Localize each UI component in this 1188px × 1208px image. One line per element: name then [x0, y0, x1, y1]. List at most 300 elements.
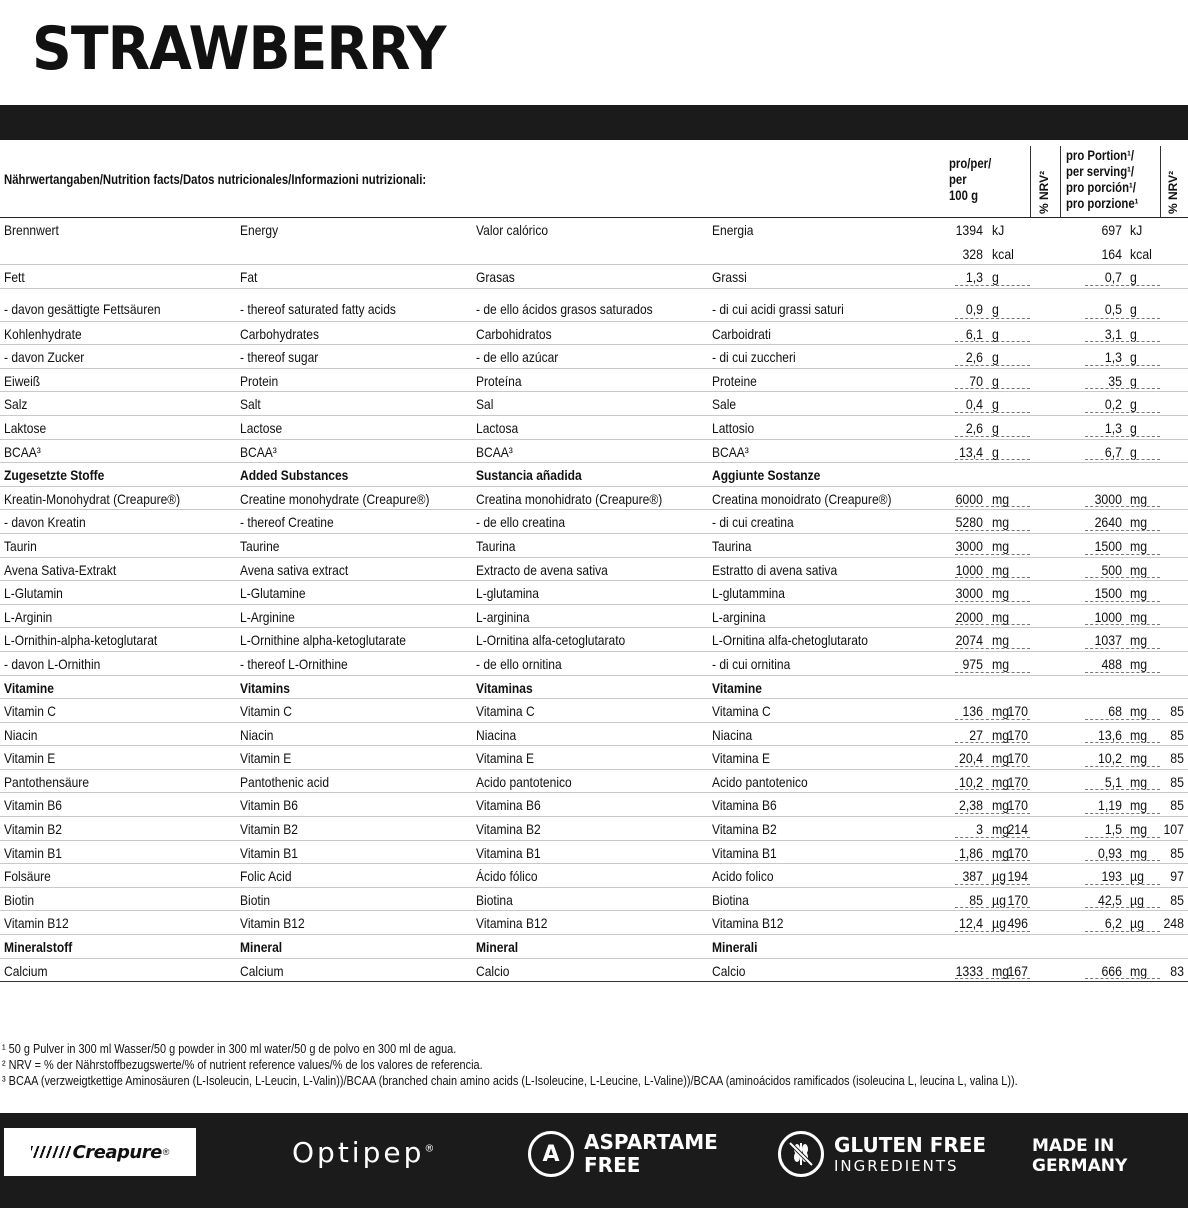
row-label: - thereof saturated fatty acids — [240, 300, 396, 317]
value-underline — [1085, 388, 1160, 389]
wheat-crossed-icon — [778, 1131, 824, 1177]
unit-per-100g: g — [992, 396, 999, 413]
row-label: - davon gesättigte Fettsäuren — [4, 300, 161, 317]
value-underline — [955, 436, 1030, 437]
aspartame-line-1: ASPARTAME — [584, 1130, 718, 1154]
table-row — [0, 628, 1188, 652]
unit-per-serving: mg — [1130, 726, 1148, 743]
row-label: Carbohidratos — [476, 325, 552, 342]
row-label: Sale — [712, 396, 737, 413]
per-100g-line-2: per — [949, 172, 967, 187]
row-label: Vitamina B1 — [712, 844, 777, 861]
value-underline — [1085, 978, 1160, 979]
row-label: L-Glutamin — [4, 585, 63, 602]
value-underline — [955, 931, 1030, 932]
value-underline — [955, 624, 1030, 625]
row-label: Vitamine — [4, 679, 54, 696]
footnote-2: ² NRV = % der Nährstoffbezugswerte/% of nutrient reference values/% de los valores de referencia. — [2, 1057, 483, 1072]
row-label: Biotina — [712, 891, 749, 908]
table-row — [0, 746, 1188, 770]
row-label: Biotin — [4, 891, 35, 908]
made-in-germany-label — [1032, 1136, 1127, 1176]
row-label: Vitamins — [240, 679, 290, 696]
row-label: BCAA³ — [476, 443, 513, 460]
row-label: Aggiunte Sostanze — [712, 467, 821, 484]
row-label: Vitamin B1 — [240, 844, 299, 861]
value-underline — [955, 742, 1030, 743]
unit-per-100g: mg — [992, 561, 1010, 578]
value-per-serving: 1,5 — [1104, 821, 1122, 838]
row-label: Creatina monoidrato (Creapure®) — [712, 490, 892, 507]
unit-per-100g: mg — [992, 655, 1010, 672]
row-label: Taurine — [240, 537, 280, 554]
value-per-100g: 85 — [969, 891, 983, 908]
value-underline — [1085, 412, 1160, 413]
unit-per-serving: mg — [1130, 703, 1148, 720]
row-label: Vitamina B6 — [476, 797, 541, 814]
value-per-100g: 1000 — [955, 561, 983, 578]
unit-per-serving: g — [1130, 325, 1137, 342]
unit-per-serving: mg — [1130, 750, 1148, 767]
value-underline — [955, 341, 1030, 342]
row-label: Acido folico — [712, 868, 774, 885]
unit-per-100g: mg — [992, 490, 1010, 507]
value-underline — [955, 530, 1030, 531]
table-row — [0, 218, 1188, 265]
row-label: Creatina monohidrato (Creapure®) — [476, 490, 663, 507]
row-label: L-Ornitina alfa-chetoglutarato — [712, 632, 868, 649]
unit-per-100g: g — [992, 325, 999, 342]
value-underline — [955, 907, 1030, 908]
value-underline — [1085, 285, 1160, 286]
value-underline — [955, 601, 1030, 602]
value-per-serving: 3,1 — [1104, 325, 1122, 342]
table-row — [0, 581, 1188, 605]
row-label: L-Arginine — [240, 608, 295, 625]
nrv-per-100g: 170 — [1007, 844, 1028, 861]
row-label: Taurin — [4, 537, 37, 554]
unit-per-100g: µg — [992, 891, 1006, 908]
row-label: Vitamina E — [712, 750, 771, 767]
unit-per-100g: mg — [992, 537, 1010, 554]
nrv-per-100g: 170 — [1007, 891, 1028, 908]
row-label: Estratto di avena sativa — [712, 561, 838, 578]
value-per-100g: 136 — [962, 703, 983, 720]
header-divider — [1060, 146, 1061, 218]
row-label: Taurina — [476, 537, 516, 554]
nrv-per-100g: 167 — [1007, 962, 1028, 979]
unit-per-serving: µg — [1130, 868, 1144, 885]
row-label: Salz — [4, 396, 28, 413]
unit-per-100g: g — [992, 269, 999, 285]
value-per-100g: 1394 — [955, 222, 983, 238]
per-100g-header — [949, 156, 991, 204]
nrv-per-serving: 85 — [1170, 797, 1184, 814]
unit-per-serving: mg — [1130, 608, 1148, 625]
unit-per-serving: kJ — [1130, 222, 1143, 238]
unit-per-serving: mg — [1130, 655, 1148, 672]
table-row — [0, 534, 1188, 558]
row-label: Ácido fólico — [476, 868, 538, 885]
unit-per-100g: µg — [992, 868, 1006, 885]
row-label: Eiweiß — [4, 372, 41, 389]
value-underline — [1085, 931, 1160, 932]
value-per-serving: 488 — [1101, 655, 1122, 672]
value-per-100g: 3000 — [955, 537, 983, 554]
nrv-per-100g: 214 — [1007, 821, 1028, 838]
value-per-serving: 666 — [1101, 962, 1122, 979]
row-label: Energia — [712, 222, 754, 238]
header-divider — [1160, 146, 1161, 218]
row-label: Vitamina B12 — [712, 915, 784, 932]
value-per-100g: 6,1 — [965, 325, 983, 342]
value-per-serving: 13,6 — [1098, 726, 1122, 743]
nrv-per-100g: 170 — [1007, 726, 1028, 743]
table-row — [0, 322, 1188, 346]
unit-per-100g: g — [992, 349, 999, 366]
unit-per-serving: mg — [1130, 797, 1148, 814]
row-label: Minerali — [712, 939, 758, 956]
row-label: L-glutamina — [476, 585, 539, 602]
row-label: L-Ornithine alpha-ketoglutarate — [240, 632, 406, 649]
row-label: Calcium — [4, 962, 48, 979]
aspartame-free-label — [584, 1131, 718, 1177]
value-per-serving: 500 — [1101, 561, 1122, 578]
table-row — [0, 723, 1188, 747]
table-row — [0, 864, 1188, 888]
nrv-per-serving: 85 — [1170, 891, 1184, 908]
value-per-100g: 1333 — [955, 962, 983, 979]
row-label: Pantothenic acid — [240, 773, 330, 790]
table-row — [0, 392, 1188, 416]
row-label: - de ello ornitina — [476, 655, 562, 672]
unit-per-serving: mg — [1130, 773, 1148, 790]
value-underline — [1085, 789, 1160, 790]
unit-per-100g: mg — [992, 585, 1010, 602]
unit-per-serving: g — [1130, 269, 1137, 285]
row-label: Proteine — [712, 372, 757, 389]
value-per-100g: 2,38 — [959, 797, 983, 814]
value-per-serving: 0,93 — [1098, 844, 1122, 861]
row-label: Mineral — [476, 939, 519, 956]
table-header-title: Nährwertangaben/Nutrition facts/Datos nutricionales/Informazioni nutrizionali: — [4, 172, 427, 187]
nrv-per-serving: 85 — [1170, 703, 1184, 720]
row-label: Vitamina B1 — [476, 844, 541, 861]
value-per-100g: 3000 — [955, 585, 983, 602]
unit-per-serving: kcal — [1130, 246, 1152, 262]
section-header-row — [0, 676, 1188, 700]
value-per-100g: 0,4 — [965, 396, 983, 413]
row-label: BCAA³ — [712, 443, 749, 460]
row-label: Fat — [240, 269, 258, 285]
value-underline — [1085, 813, 1160, 814]
row-label: Brennwert — [4, 222, 59, 238]
table-header — [0, 140, 1188, 218]
value-per-serving: 3000 — [1094, 490, 1122, 507]
row-label: - di cui creatina — [712, 514, 794, 531]
row-label: L-Ornithin-alpha-ketoglutarat — [4, 632, 158, 649]
unit-per-serving: mg — [1130, 844, 1148, 861]
section-header-row — [0, 935, 1188, 959]
creapure-stripes-icon — [31, 1146, 71, 1158]
unit-per-serving: mg — [1130, 561, 1148, 578]
nrv-per-100g: 496 — [1007, 915, 1028, 932]
unit-per-serving: g — [1130, 349, 1137, 366]
row-label: Vitamin B2 — [4, 821, 63, 838]
value-per-100g: 2,6 — [965, 349, 983, 366]
row-label: L-glutammina — [712, 585, 785, 602]
row-label: - davon Zucker — [4, 349, 85, 366]
value-underline — [955, 554, 1030, 555]
row-label: Valor calórico — [476, 222, 549, 238]
aspartame-free-icon — [528, 1131, 574, 1177]
aspartame-icon-letter: A — [542, 1141, 560, 1167]
row-label: Folic Acid — [240, 868, 292, 885]
row-label: Proteína — [476, 372, 522, 389]
per-serving-line-3: pro porción¹/ — [1066, 180, 1136, 195]
value-per-100g: 3 — [976, 821, 983, 838]
value-per-serving: 0,5 — [1104, 300, 1122, 317]
row-label: - di cui ornitina — [712, 655, 791, 672]
value-underline — [955, 285, 1030, 286]
row-label: Lattosio — [712, 419, 755, 436]
value-underline — [1085, 837, 1160, 838]
row-label: Carboidrati — [712, 325, 771, 342]
row-label: Kreatin-Monohydrat (Creapure®) — [4, 490, 181, 507]
table-row — [0, 416, 1188, 440]
value-underline — [955, 388, 1030, 389]
unit-per-serving: mg — [1130, 821, 1148, 838]
value-underline — [955, 506, 1030, 507]
value-underline — [955, 860, 1030, 861]
value-underline — [955, 766, 1030, 767]
row-label: Sal — [476, 396, 494, 413]
row-label: Grassi — [712, 269, 747, 285]
value-underline — [1085, 884, 1160, 885]
row-label: Vitamin B12 — [240, 915, 305, 932]
row-label: L-arginina — [712, 608, 766, 625]
value-underline — [1085, 577, 1160, 578]
row-label: L-Arginin — [4, 608, 53, 625]
value-per-serving: 1000 — [1094, 608, 1122, 625]
value-per-100g: 1,3 — [965, 269, 983, 285]
table-row — [0, 369, 1188, 393]
unit-per-100g: kJ — [992, 222, 1005, 238]
top-band — [0, 105, 1188, 140]
value-underline — [955, 648, 1030, 649]
value-per-serving: 1,3 — [1104, 419, 1122, 436]
table-row — [0, 440, 1188, 464]
row-label: Vitamina B12 — [476, 915, 548, 932]
unit-per-100g: mg — [992, 773, 1010, 790]
table-row — [0, 605, 1188, 629]
value-per-serving: 1037 — [1094, 632, 1122, 649]
row-label: Vitamina C — [712, 703, 771, 720]
unit-per-serving: mg — [1130, 632, 1148, 649]
nrv-per-100g: 194 — [1007, 868, 1028, 885]
value-underline — [955, 672, 1030, 673]
table-row — [0, 289, 1188, 322]
value-underline — [1085, 459, 1160, 460]
per-serving-header — [1066, 148, 1138, 212]
value-per-serving: 0,7 — [1104, 269, 1122, 285]
value-per-100g: 27 — [969, 726, 983, 743]
per-100g-line-1: pro/per/ — [949, 156, 992, 171]
value-underline — [955, 318, 1030, 319]
row-label: Laktose — [4, 419, 47, 436]
value-underline — [955, 789, 1030, 790]
value-per-100g: 13,4 — [959, 443, 983, 460]
value-per-100g: 70 — [969, 372, 983, 389]
row-label: Mineral — [240, 939, 283, 956]
row-label: - thereof L-Ornithine — [240, 655, 348, 672]
row-label: Avena sativa extract — [240, 561, 349, 578]
header-divider — [1030, 146, 1031, 218]
value-per-100g: 0,9 — [965, 300, 983, 317]
row-label: Grasas — [476, 269, 515, 285]
row-label: Vitamina B6 — [712, 797, 777, 814]
table-row — [0, 558, 1188, 582]
value-underline — [1085, 742, 1160, 743]
value-per-100g: 2000 — [955, 608, 983, 625]
value-underline — [1085, 341, 1160, 342]
value-underline — [1085, 624, 1160, 625]
made-in-line-1: MADE IN — [1032, 1136, 1115, 1156]
value-underline — [1085, 436, 1160, 437]
optipep-registered-mark: ® — [424, 1143, 438, 1155]
row-label: Extracto de avena sativa — [476, 561, 608, 578]
row-label: Salt — [240, 396, 261, 413]
gluten-line-1: GLUTEN FREE — [834, 1133, 987, 1157]
unit-per-serving: µg — [1130, 891, 1144, 908]
nrv-per-100g: 170 — [1007, 797, 1028, 814]
row-label: - davon Kreatin — [4, 514, 86, 531]
product-title: STRAWBERRY — [32, 14, 446, 84]
value-per-serving: 42,5 — [1098, 891, 1122, 908]
value-underline — [1085, 530, 1160, 531]
row-label: Pantothensäure — [4, 773, 90, 790]
value-underline — [1085, 766, 1160, 767]
value-underline — [1085, 907, 1160, 908]
value-per-100g: 328 — [962, 246, 983, 262]
table-row — [0, 652, 1188, 676]
value-per-100g: 10,2 — [959, 773, 983, 790]
nrv-per-serving: 85 — [1170, 844, 1184, 861]
table-row — [0, 345, 1188, 369]
nrv-per-100g: 170 — [1007, 750, 1028, 767]
value-per-100g: 5280 — [955, 514, 983, 531]
value-underline — [955, 412, 1030, 413]
nrv-per-100g: 170 — [1007, 703, 1028, 720]
value-per-serving: 1500 — [1094, 537, 1122, 554]
row-label: Vitamina B2 — [476, 821, 541, 838]
row-label: Vitamin C — [4, 703, 56, 720]
table-row — [0, 911, 1188, 935]
nrv-per-serving: 85 — [1170, 726, 1184, 743]
value-underline — [1085, 601, 1160, 602]
nrv-header-serving: % NRV² — [1166, 170, 1180, 214]
value-per-serving: 1500 — [1094, 585, 1122, 602]
row-label: - thereof sugar — [240, 349, 319, 366]
row-label: Zugesetzte Stoffe — [4, 467, 105, 484]
row-label: - de ello ácidos grasos saturados — [476, 300, 653, 317]
creapure-registered-mark: ® — [162, 1147, 170, 1157]
value-per-serving: 10,2 — [1098, 750, 1122, 767]
value-per-100g: 20,4 — [959, 750, 983, 767]
row-label: Vitamin C — [240, 703, 292, 720]
section-header-row — [0, 463, 1188, 487]
row-label: Niacina — [476, 726, 517, 743]
row-label: Creatine monohydrate (Creapure®) — [240, 490, 430, 507]
row-label: Carbohydrates — [240, 325, 319, 342]
creapure-logo-text: Creapure — [72, 1141, 162, 1163]
nrv-per-serving: 107 — [1163, 821, 1184, 838]
unit-per-serving: µg — [1130, 915, 1144, 932]
value-underline — [1085, 648, 1160, 649]
nrv-per-100g: 170 — [1007, 773, 1028, 790]
row-label: Vitamina B2 — [712, 821, 777, 838]
row-label: Added Substances — [240, 467, 349, 484]
value-per-serving: 2640 — [1094, 514, 1122, 531]
row-label: L-arginina — [476, 608, 530, 625]
unit-per-serving: g — [1130, 372, 1137, 389]
value-per-serving: 6,2 — [1104, 915, 1122, 932]
row-label: Calcium — [240, 962, 284, 979]
table-row — [0, 817, 1188, 841]
row-label: Lactose — [240, 419, 283, 436]
row-label: Energy — [240, 222, 279, 238]
unit-per-100g: g — [992, 443, 999, 460]
unit-per-serving: g — [1130, 443, 1137, 460]
unit-per-serving: g — [1130, 419, 1137, 436]
row-label: Biotin — [240, 891, 271, 908]
row-label: Folsäure — [4, 868, 51, 885]
row-label: Taurina — [712, 537, 752, 554]
unit-per-serving: g — [1130, 300, 1137, 317]
unit-per-100g: mg — [992, 750, 1010, 767]
row-label: BCAA³ — [240, 443, 277, 460]
row-label: Vitamin B6 — [4, 797, 63, 814]
row-label: Fett — [4, 269, 25, 285]
unit-per-100g: mg — [992, 608, 1010, 625]
value-per-100g: 12,4 — [959, 915, 983, 932]
row-label: - de ello azúcar — [476, 349, 559, 366]
table-row — [0, 841, 1188, 865]
table-row — [0, 699, 1188, 723]
row-label: Niacin — [240, 726, 274, 743]
value-underline — [1085, 672, 1160, 673]
nrv-per-serving: 97 — [1170, 868, 1184, 885]
row-label: Kohlenhydrate — [4, 325, 82, 342]
row-label: - di cui zuccheri — [712, 349, 796, 366]
value-underline — [955, 884, 1030, 885]
value-underline — [1085, 318, 1160, 319]
optipep-logo — [292, 1136, 437, 1169]
table-row — [0, 770, 1188, 794]
nrv-per-serving: 85 — [1170, 773, 1184, 790]
row-label: Vitaminas — [476, 679, 533, 696]
value-per-100g: 387 — [962, 868, 983, 885]
table-row — [0, 265, 1188, 289]
table-row — [0, 487, 1188, 511]
value-underline — [955, 813, 1030, 814]
row-label: Vitamin B1 — [4, 844, 63, 861]
value-per-serving: 6,7 — [1104, 443, 1122, 460]
value-underline — [955, 365, 1030, 366]
unit-per-serving: g — [1130, 396, 1137, 413]
value-per-serving: 1,3 — [1104, 349, 1122, 366]
footnote-1: ¹ 50 g Pulver in 300 ml Wasser/50 g powder in 300 ml water/50 g de polvo en 300 ml de agua. — [2, 1041, 457, 1056]
